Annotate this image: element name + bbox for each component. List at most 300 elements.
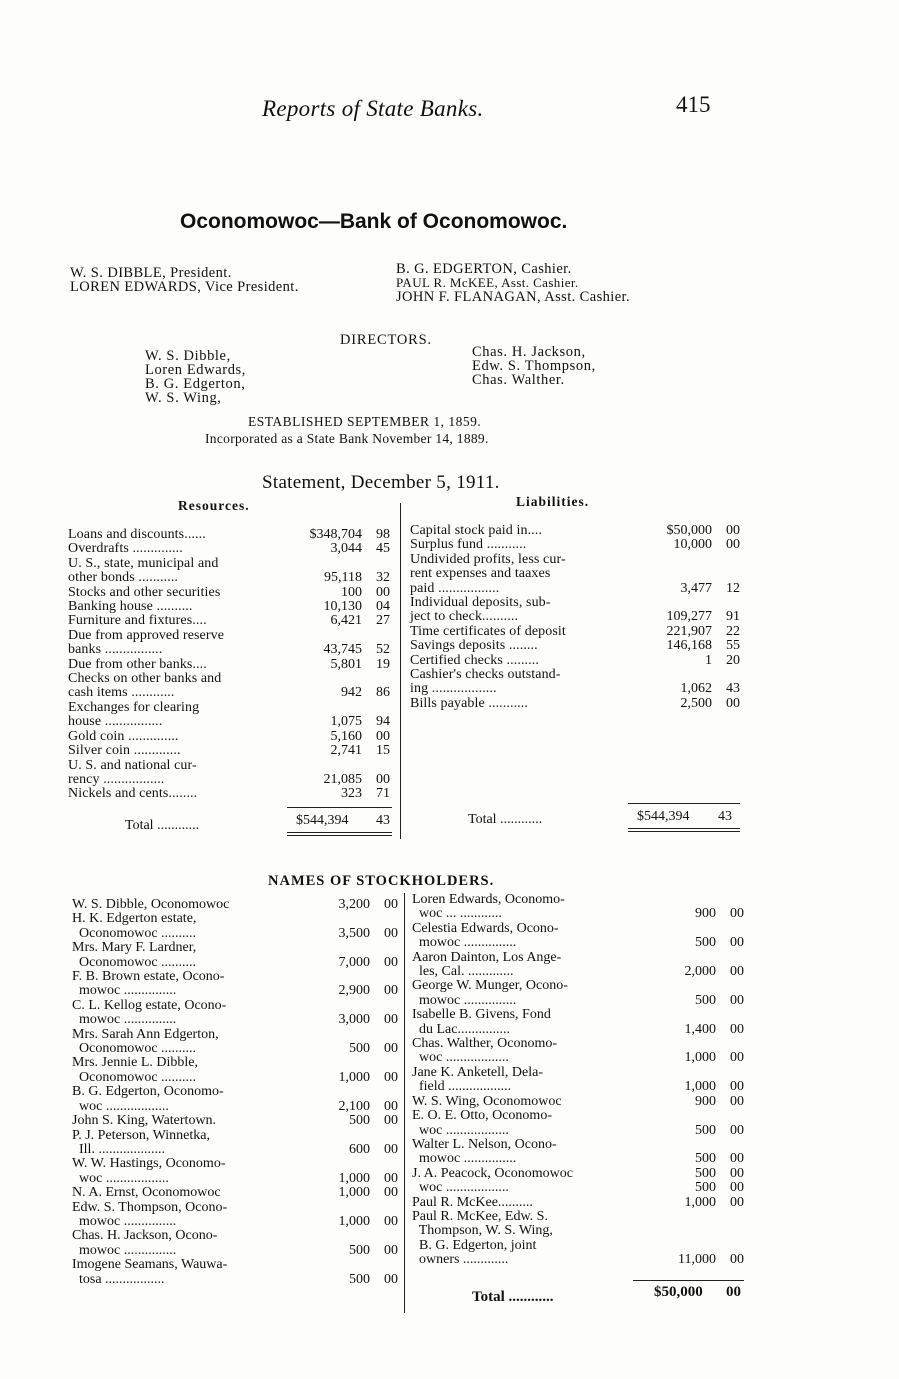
resource-amount: 2,741 xyxy=(330,743,362,759)
stockholder-cents: 00 xyxy=(730,1079,744,1095)
liability-amount: 109,277 xyxy=(666,609,712,625)
stockholder-cents: 00 xyxy=(730,1021,744,1037)
stockholder-amount: 7,000 xyxy=(338,954,370,970)
resource-label: banks ................ xyxy=(68,642,163,658)
stockholder-cents xyxy=(716,1224,744,1238)
stockholder-name: mowoc ............... xyxy=(72,983,177,999)
stockholder-name: H. K. Edgerton estate, xyxy=(72,911,197,927)
stockholder-name: Thompson, W. S. Wing, xyxy=(412,1223,553,1239)
liability-row xyxy=(410,538,740,552)
stockholder-amount xyxy=(313,941,370,955)
liability-row xyxy=(410,682,740,696)
stockholder-cents: 00 xyxy=(384,954,398,970)
stockholder-row xyxy=(72,1042,398,1056)
stockholder-name: Mrs. Jennie L. Dibble, xyxy=(72,1055,198,1071)
resource-amount: 10,130 xyxy=(323,599,362,615)
stockholder-cents: 00 xyxy=(384,1213,398,1229)
resource-cents: 45 xyxy=(376,541,390,557)
stockholder-name: N. A. Ernst, Oconomowoc xyxy=(72,1185,221,1201)
liability-row xyxy=(410,582,740,596)
resource-amount: 6,421 xyxy=(330,613,362,629)
stockholder-amount xyxy=(313,970,370,984)
resource-label: U. S., state, municipal and xyxy=(68,555,219,571)
resources-total-cents: 43 xyxy=(376,813,390,828)
officer-vice-president: LOREN EDWARDS, Vice President. xyxy=(70,279,299,295)
resource-amount xyxy=(282,557,362,571)
liability-label: Savings deposits ........ xyxy=(410,638,538,654)
liability-row xyxy=(410,654,740,668)
stockholder-amount xyxy=(651,1210,716,1224)
stockholder-cents: 00 xyxy=(384,1012,398,1028)
stockholder-row xyxy=(72,1229,398,1243)
stockholder-row xyxy=(72,898,398,912)
stockholder-cents: 00 xyxy=(730,964,744,980)
stockholder-cents: 00 xyxy=(384,1185,398,1201)
stockholder-name: woc .................. xyxy=(412,1180,509,1196)
stockholder-name: Isabelle B. Givens, Fond xyxy=(412,1007,551,1023)
resource-label: Gold coin .............. xyxy=(68,728,179,744)
stockholder-amount: 600 xyxy=(349,1141,370,1157)
liability-label: ject to check.......... xyxy=(410,609,519,625)
stockholder-name: woc .................. xyxy=(72,1098,169,1114)
stockholder-amount: 3,500 xyxy=(338,925,370,941)
stockholder-name: Celestia Edwards, Ocono- xyxy=(412,920,559,936)
stockholder-amount xyxy=(313,1056,370,1070)
resource-cents: 19 xyxy=(376,656,390,672)
stockholder-cents xyxy=(716,1008,744,1022)
liability-label: Time certificates of deposit xyxy=(410,623,566,639)
officers-right xyxy=(396,262,630,304)
resource-amount: 5,801 xyxy=(330,656,362,672)
stockholder-cents xyxy=(716,1210,744,1224)
stockholder-amount: 1,000 xyxy=(684,1194,716,1210)
stockholder-row xyxy=(412,1253,744,1267)
stockholder-cents: 00 xyxy=(384,1098,398,1114)
liability-label: ing .................. xyxy=(410,681,497,697)
stockholder-row xyxy=(72,1157,398,1171)
liability-label: Undivided profits, less cur- xyxy=(410,551,566,567)
resource-label: U. S. and national cur- xyxy=(68,757,197,773)
stockholder-name: Chas. H. Jackson, Ocono- xyxy=(72,1228,218,1244)
stockholder-name: Paul R. McKee, Edw. S. xyxy=(412,1208,548,1224)
resources-table xyxy=(68,528,390,802)
stockholder-amount xyxy=(651,893,716,907)
liabilities-total-amount: $544,394 xyxy=(637,809,690,824)
stockholder-cents xyxy=(370,1056,398,1070)
stockholder-row xyxy=(72,1186,398,1200)
liability-amount: 1 xyxy=(705,652,712,668)
director-name: B. G. Edgerton, xyxy=(145,376,246,392)
resource-cents: 00 xyxy=(376,584,390,600)
resource-label: Exchanges for clearing xyxy=(68,699,200,715)
stockholder-row xyxy=(412,1008,744,1022)
stockholder-amount: 900 xyxy=(695,1093,716,1109)
resource-label: Stocks and other securities xyxy=(68,584,221,600)
stockholder-row xyxy=(72,1013,398,1027)
stockholder-row xyxy=(412,1152,744,1166)
stockholder-name: Edw. S. Thompson, Ocono- xyxy=(72,1199,228,1215)
stockholder-cents: 00 xyxy=(384,983,398,999)
stockholder-row xyxy=(72,1028,398,1042)
stockholder-row xyxy=(72,1215,398,1229)
liability-label: Bills payable ........... xyxy=(410,695,528,711)
liability-amount xyxy=(637,668,712,682)
resource-row xyxy=(68,658,390,672)
stockholder-row xyxy=(412,1051,744,1065)
stockholder-row xyxy=(412,1124,744,1138)
stockholder-row xyxy=(72,999,398,1013)
resource-amount: 323 xyxy=(341,786,362,802)
stockholder-cents: 00 xyxy=(730,1093,744,1109)
stockholder-cents: 00 xyxy=(730,1050,744,1066)
stockholder-row xyxy=(72,1172,398,1186)
stockholder-name: C. L. Kellog estate, Ocono- xyxy=(72,997,227,1013)
resource-label: Overdrafts .............. xyxy=(68,541,183,557)
directors-right xyxy=(472,345,596,387)
stockholder-cents xyxy=(370,1129,398,1143)
liability-amount: 2,500 xyxy=(680,695,712,711)
stockholder-row xyxy=(412,951,744,965)
resource-cents: 86 xyxy=(376,685,390,701)
stockholder-row xyxy=(412,1023,744,1037)
stockholder-row xyxy=(72,1273,398,1287)
liability-row xyxy=(410,596,740,610)
stockholder-name: Oconomowoc .......... xyxy=(72,1069,197,1085)
stockholder-amount: 1,000 xyxy=(338,1170,370,1186)
stockholder-amount xyxy=(313,1028,370,1042)
resource-row xyxy=(68,643,390,657)
stockholder-row xyxy=(72,912,398,926)
stockholder-name: mowoc ............... xyxy=(412,992,517,1008)
stockholder-amount xyxy=(651,922,716,936)
liability-cents: 00 xyxy=(726,523,740,538)
liability-label: Certified checks ......... xyxy=(410,652,539,668)
resource-row xyxy=(68,672,390,686)
liabilities-total-cents: 43 xyxy=(718,809,732,824)
stockholder-row xyxy=(412,965,744,979)
liability-amount: 146,168 xyxy=(666,638,712,654)
stockholder-name: Oconomowoc .......... xyxy=(72,1041,197,1057)
stockholders-right-table xyxy=(412,893,744,1268)
stockholder-cents xyxy=(370,1229,398,1243)
stockholder-amount: 500 xyxy=(695,935,716,951)
liability-cents xyxy=(712,567,740,581)
stockholder-cents: 00 xyxy=(384,1041,398,1057)
stockholder-row xyxy=(412,936,744,950)
resource-row xyxy=(68,715,390,729)
stockholder-cents: 00 xyxy=(730,992,744,1008)
statement-title: Statement, December 5, 1911. xyxy=(262,472,500,493)
stockholder-row xyxy=(412,979,744,993)
liability-amount xyxy=(637,567,712,581)
stockholder-row xyxy=(72,1244,398,1258)
resource-label: Due from other banks.... xyxy=(68,656,207,672)
stockholder-amount xyxy=(313,912,370,926)
stockholder-cents xyxy=(370,912,398,926)
stockholder-name: tosa ................. xyxy=(72,1271,165,1287)
stockholders-total-amount: $50,000 xyxy=(654,1284,703,1300)
stockholder-name: W. S. Dibble, Oconomowoc xyxy=(72,897,230,912)
stockholder-amount: 1,000 xyxy=(338,1213,370,1229)
stockholders-left-table xyxy=(72,898,398,1287)
resource-cents: 15 xyxy=(376,743,390,759)
stockholder-name: Mrs. Sarah Ann Edgerton, xyxy=(72,1026,219,1042)
resource-amount: 100 xyxy=(341,584,362,600)
stockholder-name: mowoc ............... xyxy=(412,1151,517,1167)
stockholder-row xyxy=(412,1138,744,1152)
liability-amount xyxy=(637,553,712,567)
stockholder-name: Paul R. McKee.......... xyxy=(412,1194,533,1210)
stockholder-row xyxy=(412,1109,744,1123)
stockholder-name: Jane K. Anketell, Dela- xyxy=(412,1064,544,1080)
stockholder-name: P. J. Peterson, Winnetka, xyxy=(72,1127,211,1143)
stockholder-row xyxy=(72,1143,398,1157)
bank-title: Oconomowoc—Bank of Oconomowoc. xyxy=(180,210,568,233)
stockholder-cents xyxy=(716,979,744,993)
stockholders-total-rule xyxy=(633,1280,744,1281)
stockholder-row xyxy=(412,1196,744,1210)
stockholder-name: mowoc ............... xyxy=(412,935,517,951)
stockholder-row xyxy=(412,1181,744,1195)
stockholder-amount xyxy=(313,1201,370,1215)
stockholder-row xyxy=(72,1100,398,1114)
resource-row xyxy=(68,629,390,643)
stockholder-amount xyxy=(313,1157,370,1171)
resource-amount: $348,704 xyxy=(309,527,362,542)
stockholder-name: B. G. Edgerton, joint xyxy=(412,1237,537,1253)
stockholder-amount xyxy=(313,999,370,1013)
resource-label: Banking house .......... xyxy=(68,599,193,615)
liability-cents: 91 xyxy=(726,609,740,625)
stockholder-cents xyxy=(716,893,744,907)
stockholder-row xyxy=(412,1066,744,1080)
stockholder-row xyxy=(72,970,398,984)
liability-cents: 22 xyxy=(726,623,740,639)
resource-label: Checks on other banks and xyxy=(68,671,222,687)
resource-row xyxy=(68,528,390,542)
stockholder-row xyxy=(72,1114,398,1128)
liability-label: rent expenses and taaxes xyxy=(410,566,551,582)
stockholder-amount: 500 xyxy=(349,1041,370,1057)
stockholder-amount: 3,200 xyxy=(338,897,370,912)
resource-cents xyxy=(362,672,390,686)
resource-row xyxy=(68,787,390,801)
stockholder-amount: 500 xyxy=(695,1151,716,1167)
stockholder-cents: 00 xyxy=(384,897,398,912)
resource-label: Silver coin ............. xyxy=(68,743,181,759)
liability-row xyxy=(410,524,740,538)
stockholder-amount: 2,900 xyxy=(338,983,370,999)
stockholder-cents: 00 xyxy=(384,1069,398,1085)
resource-cents xyxy=(362,557,390,571)
stockholder-row xyxy=(412,1080,744,1094)
director-name: Chas. H. Jackson, xyxy=(472,344,586,360)
stockholder-cents: 00 xyxy=(384,1141,398,1157)
stockholder-name: field .................. xyxy=(412,1079,512,1095)
resource-row xyxy=(68,730,390,744)
stockholder-row xyxy=(72,984,398,998)
stockholder-cents: 00 xyxy=(384,1242,398,1258)
resource-amount: 942 xyxy=(341,685,362,701)
stockholder-row xyxy=(72,1258,398,1272)
resource-cents: 04 xyxy=(376,599,390,615)
resource-cents xyxy=(362,759,390,773)
liability-cents: 43 xyxy=(726,681,740,697)
liability-cents: 55 xyxy=(726,638,740,654)
resource-row xyxy=(68,686,390,700)
resource-amount xyxy=(282,759,362,773)
liability-row xyxy=(410,639,740,653)
stockholder-name: E. O. E. Otto, Oconomo- xyxy=(412,1108,552,1124)
liability-cents xyxy=(712,596,740,610)
stockholder-name: W. W. Hastings, Oconomo- xyxy=(72,1156,226,1172)
resource-row xyxy=(68,571,390,585)
stockholder-cents xyxy=(716,951,744,965)
stockholder-amount: 11,000 xyxy=(678,1252,716,1268)
stockholder-amount: 500 xyxy=(695,1165,716,1181)
resource-label: Loans and discounts...... xyxy=(68,527,206,542)
resource-row xyxy=(68,773,390,787)
liability-row xyxy=(410,697,740,711)
established-line: ESTABLISHED SEPTEMBER 1, 1859. xyxy=(248,414,482,429)
resource-row xyxy=(68,614,390,628)
stockholder-row xyxy=(72,1201,398,1215)
stockholder-cents xyxy=(370,970,398,984)
resource-amount: 43,745 xyxy=(323,642,362,658)
director-name: Edw. S. Thompson, xyxy=(472,358,596,374)
stockholder-amount xyxy=(313,1129,370,1143)
stockholder-name: J. A. Peacock, Oconomowoc xyxy=(412,1165,573,1181)
stockholder-amount xyxy=(651,1138,716,1152)
resource-row xyxy=(68,542,390,556)
stockholder-row xyxy=(412,922,744,936)
stockholder-cents: 00 xyxy=(730,1194,744,1210)
stockholder-row xyxy=(412,1239,744,1253)
resource-row xyxy=(68,701,390,715)
stockholder-amount: 1,000 xyxy=(338,1069,370,1085)
stockholder-cents: 00 xyxy=(730,1252,744,1268)
liability-amount: 221,907 xyxy=(666,623,712,639)
liability-label: Cashier's checks outstand- xyxy=(410,667,561,683)
stockholder-name: Imogene Seamans, Wauwa- xyxy=(72,1257,228,1273)
resources-total-amount: $544,394 xyxy=(296,813,349,828)
liability-row xyxy=(410,625,740,639)
stockholder-name: woc .................. xyxy=(412,1050,509,1066)
stockholder-amount xyxy=(651,1239,716,1253)
stockholder-cents xyxy=(716,1037,744,1051)
directors-heading: DIRECTORS. xyxy=(340,332,432,348)
stockholder-amount xyxy=(651,1224,716,1238)
stockholder-name: mowoc ............... xyxy=(72,1213,177,1229)
liability-row xyxy=(410,553,740,567)
stockholder-name: woc .................. xyxy=(72,1170,169,1186)
stockholder-amount: 1,000 xyxy=(684,1050,716,1066)
liability-row xyxy=(410,610,740,624)
resource-label: Due from approved reserve xyxy=(68,627,225,643)
stockholder-amount xyxy=(313,1229,370,1243)
running-header-title: Reports of State Banks. xyxy=(262,96,484,121)
liability-label: Individual deposits, sub- xyxy=(410,595,551,611)
liability-cents: 00 xyxy=(726,537,740,553)
resource-cents: 71 xyxy=(376,786,390,802)
stockholder-name: Ill. ................... xyxy=(72,1141,165,1157)
resource-amount: 5,160 xyxy=(330,728,362,744)
stockholder-row xyxy=(412,893,744,907)
liability-cents: 00 xyxy=(726,695,740,711)
stockholder-amount: 500 xyxy=(349,1271,370,1287)
stockholder-cents: 00 xyxy=(384,1271,398,1287)
liability-amount xyxy=(637,596,712,610)
directors-left xyxy=(145,349,246,405)
officer-asst-cashier-2: JOHN F. FLANAGAN, Asst. Cashier. xyxy=(396,289,630,305)
stockholder-amount: 1,400 xyxy=(684,1021,716,1037)
stockholder-cents xyxy=(370,1157,398,1171)
stockholder-row xyxy=(412,1167,744,1181)
resource-cents xyxy=(362,629,390,643)
resource-cents: 32 xyxy=(376,570,390,586)
resource-label: Furniture and fixtures.... xyxy=(68,613,207,629)
statement-column-divider xyxy=(400,503,401,839)
stockholder-name: mowoc ............... xyxy=(72,1012,177,1028)
resource-cents: 94 xyxy=(376,714,390,730)
liability-cents: 20 xyxy=(726,652,740,668)
stockholders-heading: NAMES OF STOCKHOLDERS. xyxy=(268,873,495,889)
stockholder-row xyxy=(72,1056,398,1070)
liabilities-total-rule xyxy=(628,803,740,804)
stockholder-amount: 2,000 xyxy=(684,964,716,980)
officer-president: W. S. DIBBLE, President. xyxy=(70,265,232,281)
resource-amount: 1,075 xyxy=(330,714,362,730)
stockholder-cents: 00 xyxy=(730,1151,744,1167)
stockholder-cents: 00 xyxy=(384,1170,398,1186)
stockholder-amount xyxy=(651,951,716,965)
stockholder-amount xyxy=(313,1085,370,1099)
resource-cents xyxy=(362,701,390,715)
stockholder-cents: 00 xyxy=(384,1113,398,1129)
stockholder-row xyxy=(72,1129,398,1143)
stockholder-row xyxy=(72,1085,398,1099)
liability-amount: 10,000 xyxy=(673,537,712,553)
stockholder-name: les, Cal. ............. xyxy=(412,964,514,980)
stockholder-name: F. B. Brown estate, Ocono- xyxy=(72,969,225,985)
liabilities-double-rule xyxy=(628,828,740,832)
liability-row xyxy=(410,567,740,581)
stockholder-amount xyxy=(651,1109,716,1123)
resource-row xyxy=(68,744,390,758)
liabilities-total-label: Total ............ xyxy=(468,812,543,827)
stockholder-cents xyxy=(716,1109,744,1123)
stockholder-amount: 500 xyxy=(349,1113,370,1129)
stockholder-name: John S. King, Watertown. xyxy=(72,1113,217,1129)
liability-cents xyxy=(712,668,740,682)
resource-label: other bonds ........... xyxy=(68,570,179,586)
stockholder-amount xyxy=(313,1258,370,1272)
stockholder-cents xyxy=(716,1138,744,1152)
resource-row xyxy=(68,600,390,614)
stockholder-amount: 500 xyxy=(695,992,716,1008)
resources-heading: Resources. xyxy=(178,498,250,513)
officer-asst-cashier-1: PAUL R. McKEE, Asst. Cashier. xyxy=(396,275,579,290)
liability-label: Capital stock paid in.... xyxy=(410,523,542,538)
stockholder-cents xyxy=(370,941,398,955)
stockholder-amount: 3,000 xyxy=(338,1012,370,1028)
stockholder-row xyxy=(412,1224,744,1238)
director-name: Loren Edwards, xyxy=(145,362,247,378)
stockholder-amount: 900 xyxy=(695,906,716,922)
stockholder-cents: 00 xyxy=(730,1122,744,1138)
stockholder-name: mowoc ............... xyxy=(72,1242,177,1258)
resource-row xyxy=(68,759,390,773)
